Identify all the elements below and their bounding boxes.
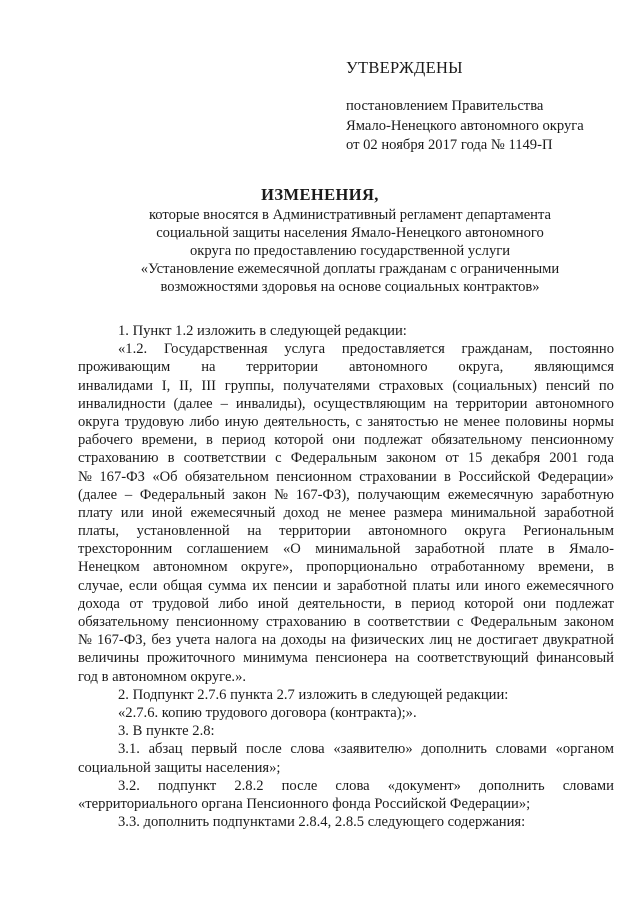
approval-line: Ямало-Ненецкого автономного округа <box>346 117 584 134</box>
document-heading: ИЗМЕНЕНИЯ, <box>261 185 379 204</box>
document-subtitle <box>60 206 640 296</box>
body-line: страхованию в соответствии с Федеральным законом от 15 декабря 2001 года <box>78 450 614 467</box>
body-line: величины прожиточного минимума пенсионера на соответствующий финансовый <box>78 650 614 667</box>
body-line: 3.2. подпункт 2.8.2 после слова «документ» дополнить словами <box>118 777 614 794</box>
body-line: «территориального органа Пенсионного фонда Российской Федерации»; <box>78 795 531 812</box>
body-line: инвалидами I, II, III группы, получателями страховых (социальных) пенсий по <box>78 377 614 394</box>
body-line: социальной защиты населения»; <box>78 759 281 776</box>
body-line: рабочего времени, в период которой они подлежат обязательному пенсионному <box>78 432 614 449</box>
body-line: инвалидности (далее – инвалиды), осуществляющим на территории автономного <box>78 395 614 412</box>
body-line: Ненецком автономном округе», пропорционально отработанному времени, в <box>78 559 614 576</box>
approval-reference <box>346 97 626 156</box>
body-line: 3. В пункте 2.8: <box>118 723 215 740</box>
body-line: год в автономном округе.». <box>78 668 247 685</box>
subtitle-line: которые вносятся в Административный регламент департамента <box>148 207 552 223</box>
subtitle-line: возможностями здоровья на основе социальных контрактов» <box>160 279 540 295</box>
subtitle-line: социальной защиты населения Ямало-Ненецкого автономного <box>156 225 544 241</box>
body-line: «1.2. Государственная услуга предоставляется гражданам, постоянно <box>118 341 614 358</box>
body-line: 2. Подпункт 2.7.6 пункта 2.7 изложить в следующей редакции: <box>118 686 509 703</box>
body-line: обязательному пенсионному страхованию в соответствии с Федеральным законом <box>78 614 614 630</box>
body-line: трехсторонним соглашением «О минимальной заработной плате в Ямало- <box>78 541 614 558</box>
subtitle-line: «Установление ежемесячной доплаты гражданам с ограниченными <box>140 261 560 277</box>
body-line: платы, установленной на территории автономного округа Региональным <box>78 523 614 540</box>
body-line: (далее – Федеральный закон № 167-ФЗ), получающим ежемесячную заработную <box>78 486 614 503</box>
body-line: округа трудовую либо иную деятельность, с занятостью не менее половины нормы <box>78 413 614 430</box>
body-line: № 167-ФЗ, без учета налога на доходы на физических лиц не достигает двукратной <box>78 632 614 649</box>
body-line: плату или иной ежемесячный доход не менее размера минимальной заработной <box>78 504 614 521</box>
body-line: «2.7.6. копию трудового договора (контракта);». <box>118 704 417 721</box>
body-line: № 167-ФЗ «Об обязательном пенсионном страховании в Российской Федерации» <box>78 468 614 485</box>
body-line: 3.3. дополнить подпунктами 2.8.4, 2.8.5 следующего содержания: <box>118 814 526 831</box>
subtitle-line: округа по предоставлению государственной услуги <box>189 243 511 259</box>
body-line: проживающим на территории автономного округа, являющимся <box>78 359 614 376</box>
approval-line: постановлением Правительства <box>346 98 544 114</box>
body-line: случае, если общая сумма их пенсии и заработной платы или иного ежемесячного <box>78 577 614 594</box>
body-line: 3.1. абзац первый после слова «заявителю» дополнить словами «органом <box>118 741 614 758</box>
approved-title: УТВЕРЖДЕНЫ <box>346 58 463 77</box>
body-line: дохода от трудовой либо иной деятельности, в период которой они подлежат <box>78 595 614 612</box>
approval-line: от 02 ноября 2017 года № 1149-П <box>346 137 553 153</box>
body-line: 1. Пункт 1.2 изложить в следующей редакции: <box>118 323 407 339</box>
document-body <box>78 322 614 831</box>
